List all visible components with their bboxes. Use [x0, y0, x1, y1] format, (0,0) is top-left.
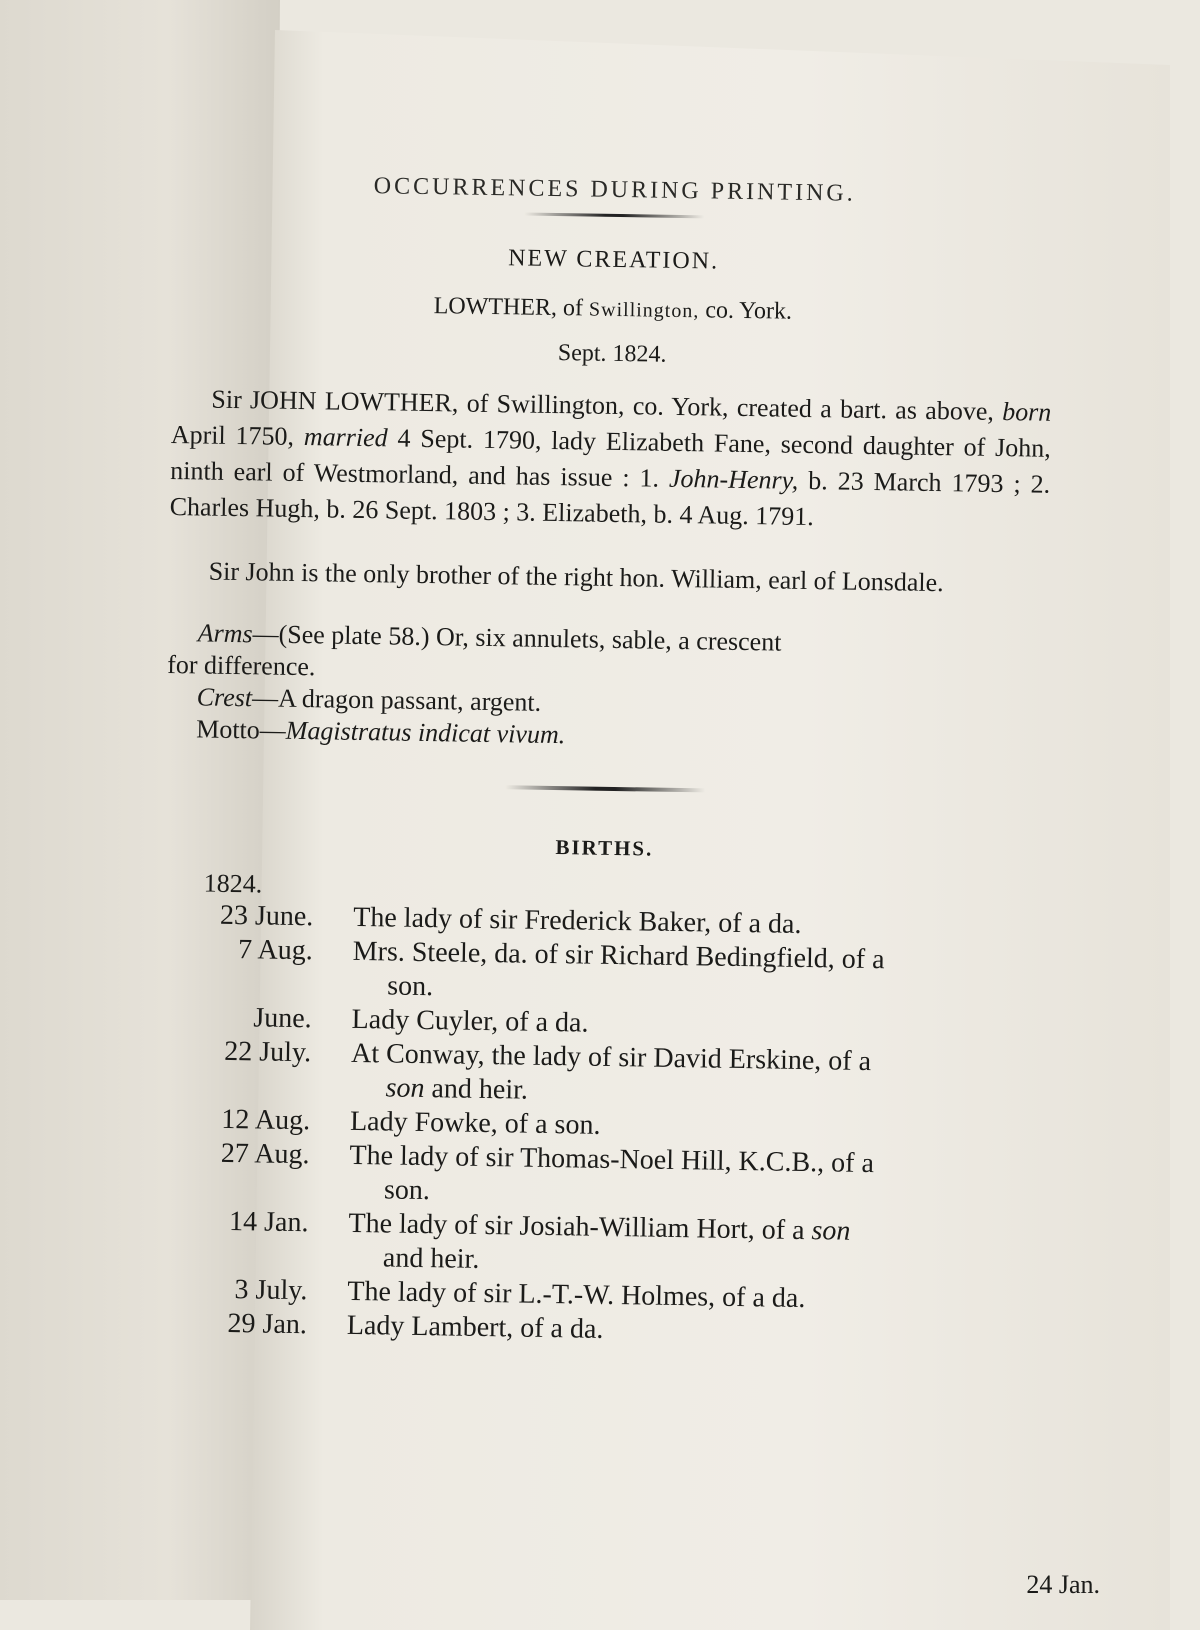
- running-head: OCCURRENCES DURING PRINTING.: [373, 173, 856, 207]
- ornamental-rule-2: [505, 785, 705, 792]
- arms-block: [166, 617, 1048, 759]
- page-text: [157, 170, 1055, 1354]
- entry-text: The lady of sir L.-T.-W. Holmes, of a da.: [347, 1275, 806, 1315]
- brother-paragraph: Sir John is the only brother of the right hon. William, earl of Lonsdale.: [208, 556, 944, 598]
- entry-text: Mrs. Steele, da. of sir Richard Bedingfield, of a son.: [352, 935, 885, 1003]
- section-title-new-creation: NEW CREATION.: [508, 245, 720, 275]
- entry-text: At Conway, the lady of sir David Erskine, of a son and heir.: [350, 1037, 872, 1106]
- entry-text: The lady of sir Josiah-William Hort, of a son and heir.: [348, 1207, 851, 1275]
- crest-line: Crest—A dragon passant, argent.: [196, 682, 542, 717]
- arms-line: Arms—(See plate 58.) Or, six annulets, sable, a crescent: [197, 618, 782, 657]
- catchword: 24 Jan.: [1026, 1570, 1100, 1599]
- entry-text: The lady of sir Frederick Baker, of a da.: [353, 901, 802, 940]
- lowther-paragraph: Sir JOHN LOWTHER, of Swillington, co. York, created a bart. as above, born April 1750, married 4 Sept. 1790, lady Elizabeth Fane, second daughter of John, ninth earl of Westmorland, and has issue : 1. John-Henry, b. 23 March 1793 ; 2. Charles Hugh, b. 26 Sept. 1803 ; 3. Elizabeth, b. 4 Aug. 1791.: [169, 384, 1052, 532]
- motto-line: Motto—Magistratus indicat vivum.: [195, 714, 566, 750]
- births-list: [157, 898, 1044, 1354]
- ornamental-rule: [524, 212, 704, 218]
- arms-line-cont: for difference.: [167, 649, 316, 682]
- entry-text: The lady of sir Thomas-Noel Hill, K.C.B., of a son.: [349, 1139, 875, 1207]
- section-title-births: BIRTHS.: [555, 835, 654, 861]
- births-year: 1824.: [203, 868, 263, 899]
- entry-date: 23 June.: [219, 899, 314, 933]
- entry-date: 27 Aug.: [220, 1137, 310, 1171]
- entry-date: 12 Aug.: [221, 1103, 311, 1137]
- entry-date: 3 July.: [234, 1274, 308, 1307]
- entry-date: June.: [253, 1002, 312, 1035]
- creation-date: Sept. 1824.: [557, 340, 667, 368]
- entry-date: 22 July.: [224, 1035, 312, 1069]
- entry-text: Lady Cuyler, of a da.: [351, 1003, 589, 1039]
- entry-date: 29 Jan.: [227, 1307, 308, 1341]
- entry-date: 14 Jan.: [228, 1205, 309, 1239]
- creation-place: LOWTHER, of Swillington, co. York.: [433, 293, 793, 325]
- entry-text: Lady Lambert, of a da.: [346, 1309, 604, 1345]
- entry-text: Lady Fowke, of a son.: [349, 1105, 601, 1141]
- entry-date: 7 Aug.: [237, 934, 313, 967]
